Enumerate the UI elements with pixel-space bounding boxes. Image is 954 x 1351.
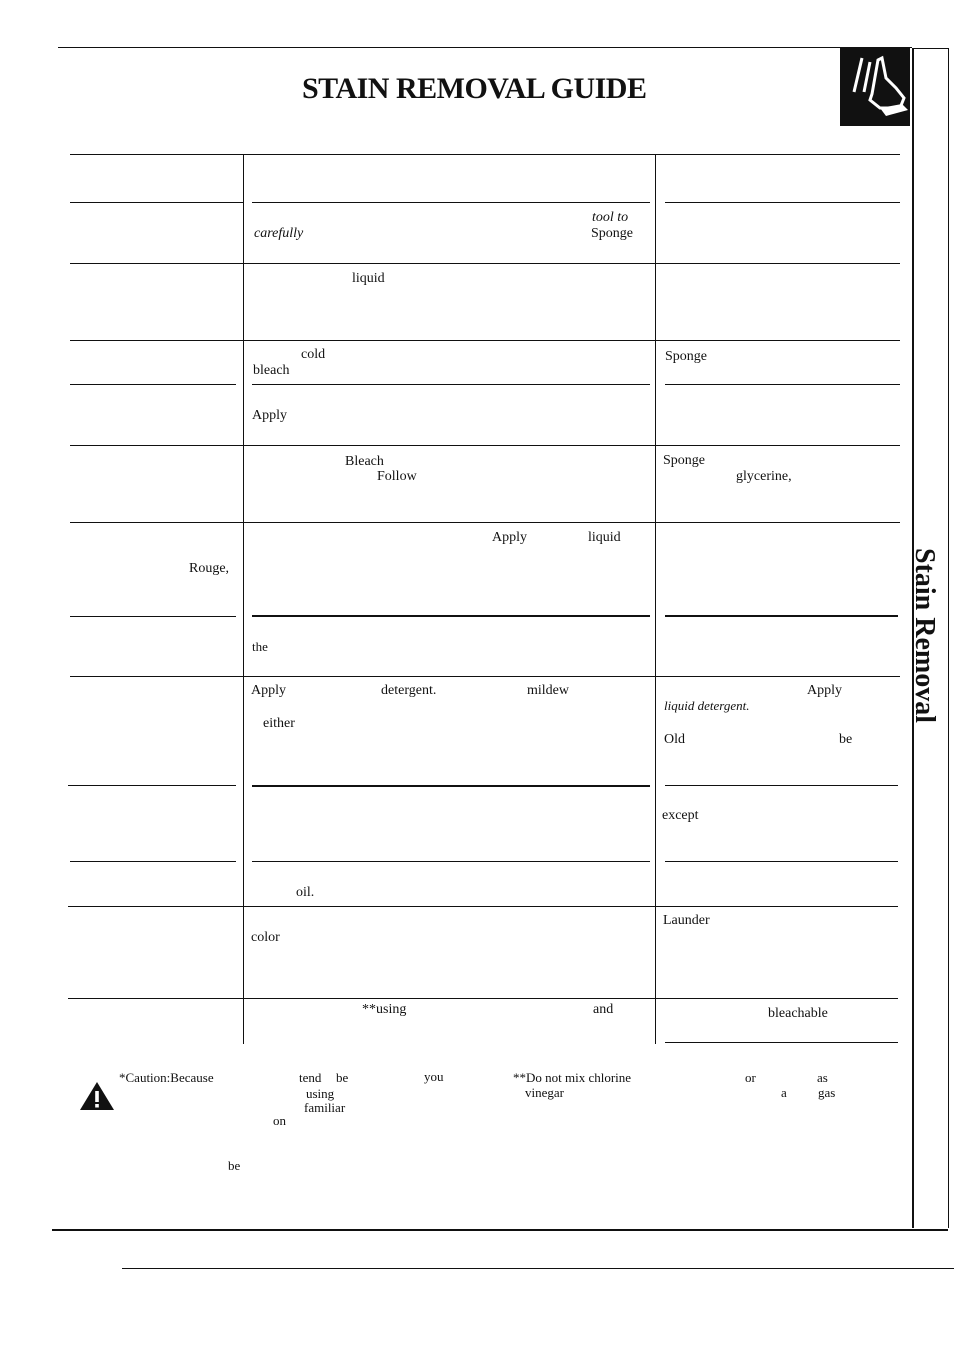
- row-rule: [665, 861, 898, 862]
- row-rule: [70, 861, 236, 862]
- side-tab-label: Stain Removal: [909, 548, 940, 723]
- footer-text: as: [817, 1070, 828, 1085]
- hand-pointing-icon: [840, 48, 910, 126]
- footer-text: a: [781, 1085, 787, 1100]
- top-rule: [58, 47, 912, 48]
- row-rule: [665, 202, 900, 203]
- table-top-rule: [70, 154, 900, 155]
- page-title: STAIN REMOVAL GUIDE: [302, 72, 647, 105]
- footer-text: you: [424, 1069, 444, 1084]
- page-bottom-rule: [122, 1268, 954, 1269]
- row-rule: [252, 785, 650, 787]
- cell-text: be: [839, 732, 853, 747]
- row-rule: [70, 384, 236, 385]
- footer-text: or: [745, 1070, 756, 1085]
- warning-triangle-icon: [78, 1080, 116, 1117]
- row-rule: [665, 1042, 898, 1043]
- row-rule: [665, 384, 900, 385]
- cell-text: Follow: [377, 469, 417, 484]
- col-divider-1: [243, 154, 244, 1044]
- cell-text: **using: [362, 1002, 407, 1017]
- row-rule: [70, 263, 900, 264]
- footer-text: on: [273, 1113, 286, 1128]
- cell-text: Apply: [251, 683, 286, 698]
- cell-text: Apply: [252, 408, 287, 423]
- cell-text: Sponge: [591, 226, 633, 241]
- cell-text: Sponge: [665, 349, 707, 364]
- cell-text: Sponge: [663, 453, 705, 468]
- cell-text: Bleach: [345, 454, 384, 469]
- footer-text: gas: [818, 1085, 836, 1100]
- cell-text: except: [662, 808, 699, 823]
- footer-text: tend: [299, 1070, 322, 1085]
- cell-text: bleachable: [768, 1006, 828, 1021]
- row-rule: [70, 616, 236, 617]
- cell-text: liquid: [588, 530, 621, 545]
- cell-text: the: [252, 639, 268, 654]
- cell-text: mildew: [527, 683, 569, 698]
- row-rule: [70, 202, 244, 203]
- footer-text: using: [306, 1086, 335, 1101]
- row-rule: [68, 906, 898, 907]
- row-rule: [68, 785, 236, 786]
- cell-text: tool to: [592, 210, 629, 225]
- cell-text: and: [593, 1002, 614, 1017]
- footer-text: be: [228, 1158, 241, 1173]
- cell-text: bleach: [253, 363, 290, 378]
- footer-text: **Do not mix chlorine: [513, 1070, 632, 1085]
- row-rule: [70, 522, 900, 523]
- side-tab-top-line: [912, 48, 949, 49]
- row-rule: [252, 615, 650, 617]
- row-rule: [70, 445, 900, 446]
- row-rule: [70, 676, 900, 677]
- cell-text: liquid detergent.: [664, 698, 750, 713]
- cell-text: detergent.: [381, 683, 437, 698]
- cell-text: glycerine,: [736, 469, 792, 484]
- row-rule: [68, 998, 898, 999]
- cell-text: Rouge,: [189, 561, 230, 576]
- cell-text: oil.: [296, 885, 315, 900]
- row-rule: [665, 615, 898, 617]
- side-tab-right-line: [948, 48, 949, 1228]
- row-rule: [252, 202, 650, 203]
- footer-text: vinegar: [525, 1085, 564, 1100]
- cell-text: Launder: [663, 913, 710, 928]
- cell-text: carefully: [254, 226, 304, 241]
- cell-text: Apply: [492, 530, 527, 545]
- footer-text: familiar: [304, 1100, 346, 1115]
- row-rule: [252, 384, 650, 385]
- col-divider-2: [655, 154, 656, 1044]
- cell-text: Apply: [807, 683, 842, 698]
- cell-text: cold: [301, 347, 326, 362]
- cell-text: liquid: [352, 271, 385, 286]
- caution-text: *Caution:Because: [119, 1070, 214, 1085]
- cell-text: color: [251, 930, 280, 945]
- footer-text: be: [336, 1070, 349, 1085]
- row-rule: [665, 785, 898, 786]
- row-rule: [252, 861, 650, 862]
- cell-text: either: [263, 716, 295, 731]
- cell-text: Old: [664, 732, 685, 747]
- row-rule: [70, 340, 900, 341]
- bottom-rule: [52, 1229, 948, 1231]
- brand-logo: [840, 48, 910, 126]
